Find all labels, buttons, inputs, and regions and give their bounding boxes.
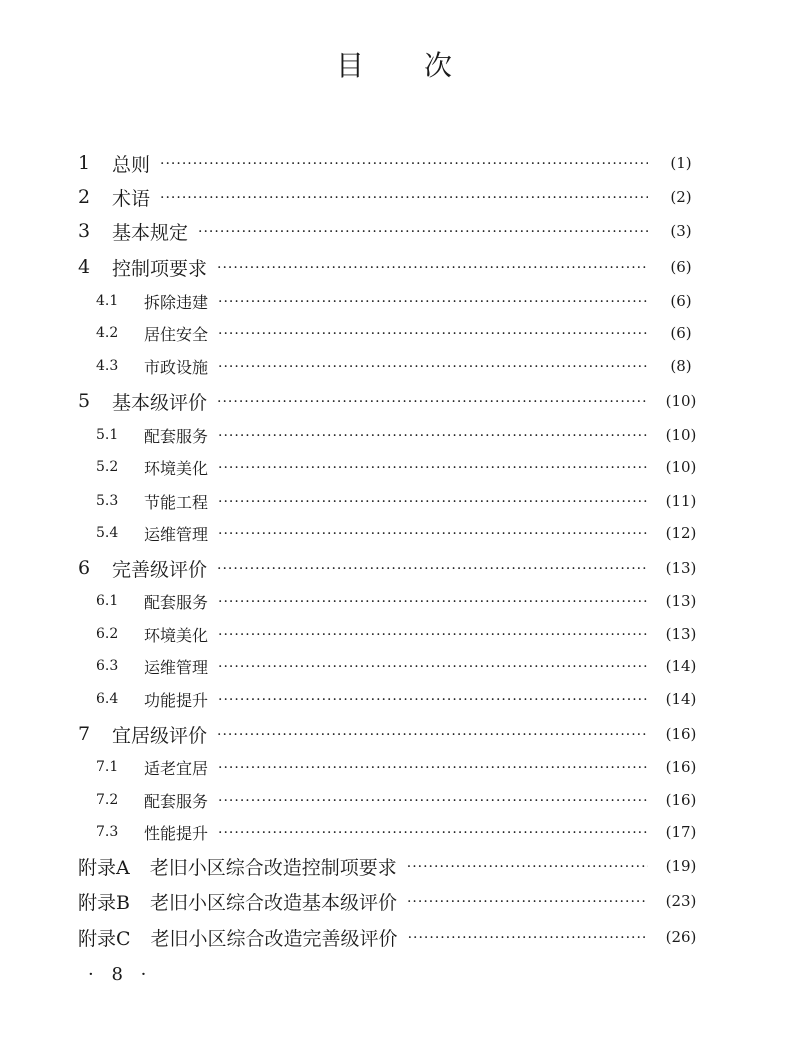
dot-leader [217,394,648,410]
toc-entry-label: 总则 [112,153,151,176]
toc-entry-page: (19) [665,857,697,875]
toc-entry-label: 市政设施 [144,357,209,377]
toc-entry-label: 性能提升 [144,823,209,843]
toc-entry-label: 老旧小区综合改造完善级评价 [150,927,398,950]
toc-entry-number: 7 [78,723,91,745]
toc-entry-number: 7.1 [96,759,119,775]
toc-entry-label: 配套服务 [144,791,209,811]
dot-leader [160,156,648,172]
toc-entry[interactable] [0,851,790,881]
toc-entry[interactable] [0,148,790,178]
toc-entry-page: (14) [665,690,697,708]
toc-entry-label: 术语 [112,187,151,210]
toc-entry-page: (17) [665,823,697,841]
toc-entry-number: 6.1 [96,593,119,609]
toc-entry-number: 1 [78,152,91,174]
toc-entry-number: 5.2 [96,459,119,475]
toc-entry-page: (6) [670,292,692,310]
toc-entry-label: 运维管理 [144,657,209,677]
toc-entry[interactable] [0,586,790,616]
dot-leader [218,659,648,675]
toc-entry-label: 宜居级评价 [112,724,208,747]
toc-entry-label: 拆除违建 [144,292,209,312]
toc-entry[interactable] [0,420,790,450]
toc-entry[interactable] [0,619,790,649]
toc-entry-page: (13) [665,625,697,643]
toc-entry-number: 2 [78,186,91,208]
title-char-1: 目 [335,49,366,82]
page-number-footer: · 8 · [88,964,153,985]
toc-entry-page: (16) [665,758,697,776]
toc-entry-label: 运维管理 [144,524,209,544]
toc-entry-page: (3) [670,222,692,240]
dot-leader [218,692,648,708]
toc-entry-number: 4 [78,256,91,278]
dot-leader [218,359,648,375]
toc-entry-number: 4.1 [96,293,119,309]
dot-leader [217,561,648,577]
toc-entry[interactable] [0,351,790,381]
toc-entry[interactable] [0,518,790,548]
toc-entry[interactable] [0,553,790,583]
toc-entry[interactable] [0,486,790,516]
toc-entry-number: 6 [78,557,91,579]
dot-leader [218,460,648,476]
toc-entry[interactable] [0,922,790,952]
toc-entry-page: (10) [665,426,697,444]
toc-entry-page: (12) [665,524,697,542]
toc-entry-number: 6.4 [96,691,119,707]
toc-entry-label: 居住安全 [144,324,209,344]
toc-entry-number: 7.3 [96,824,119,840]
dot-leader [218,526,648,542]
dot-leader [218,294,648,310]
toc-entry[interactable] [0,386,790,416]
toc-entry-page: (6) [670,258,692,276]
toc-entry-page: (10) [665,392,697,410]
toc-entry-page: (14) [665,657,697,675]
toc-entry[interactable] [0,785,790,815]
toc-entry-label: 环境美化 [144,625,209,645]
toc-entry[interactable] [0,452,790,482]
toc-entry-label: 基本级评价 [112,391,208,414]
toc-entry[interactable] [0,182,790,212]
toc-entry-page: (2) [670,188,692,206]
toc-entry-page: (10) [665,458,697,476]
dot-leader [218,494,648,510]
toc-entry-number: 附录A [78,856,130,879]
toc-entry-number: 4.2 [96,325,119,341]
toc-entry-number: 5.3 [96,493,119,509]
dot-leader [198,224,648,240]
toc-entry-number: 6.2 [96,626,119,642]
toc-entry[interactable] [0,216,790,246]
toc-entry-page: (1) [670,154,692,172]
toc-entry-label: 基本规定 [112,221,189,244]
dot-leader [218,326,648,342]
toc-entry-page: (8) [670,357,692,375]
dot-leader [218,825,648,841]
toc-entry-number: 5.4 [96,525,119,541]
toc-entry-number: 5.1 [96,427,119,443]
toc-entry-number: 6.3 [96,658,119,674]
toc-entry[interactable] [0,752,790,782]
toc-entry-number: 5 [78,390,91,412]
toc-entry[interactable] [0,684,790,714]
dot-leader [408,930,648,946]
toc-entry-label: 节能工程 [144,492,209,512]
toc-entry[interactable] [0,252,790,282]
dot-leader [218,793,648,809]
dot-leader [218,627,648,643]
toc-entry-label: 老旧小区综合改造控制项要求 [149,856,397,879]
toc-entry-page: (11) [665,492,697,510]
toc-entry-page: (6) [670,324,692,342]
toc-entry-label: 功能提升 [144,690,209,710]
toc-entry-number: 7.2 [96,792,119,808]
page-title [0,44,790,84]
dot-leader [218,428,648,444]
dot-leader [407,859,648,875]
toc-entry-label: 完善级评价 [112,558,208,581]
toc-entry[interactable] [0,719,790,749]
dot-leader [218,594,648,610]
toc-entry-page: (16) [665,791,697,809]
dot-leader [217,260,648,276]
toc-entry-number: 附录B [78,891,130,914]
toc-entry-number: 附录C [78,927,131,950]
toc-entry-label: 配套服务 [144,426,209,446]
toc-entry-label: 控制项要求 [112,257,208,280]
dot-leader [217,727,648,743]
toc-entry[interactable] [0,886,790,916]
toc-entry[interactable] [0,817,790,847]
toc-entry-label: 适老宜居 [144,758,209,778]
dot-leader [160,190,648,206]
toc-entry[interactable] [0,318,790,348]
toc-entry[interactable] [0,286,790,316]
toc-entry-page: (13) [665,559,697,577]
title-char-2: 次 [424,49,455,82]
toc-entry-number: 4.3 [96,358,119,374]
dot-leader [218,760,648,776]
toc-entry-page: (13) [665,592,697,610]
toc-entry-label: 配套服务 [144,592,209,612]
toc-entry-label: 老旧小区综合改造基本级评价 [149,891,397,914]
toc-entry[interactable] [0,651,790,681]
toc-entry-label: 环境美化 [144,458,209,478]
toc-entry-page: (23) [665,892,697,910]
toc-entry-page: (26) [665,928,697,946]
dot-leader [407,894,648,910]
toc-entry-page: (16) [665,725,697,743]
toc-entry-number: 3 [78,220,91,242]
